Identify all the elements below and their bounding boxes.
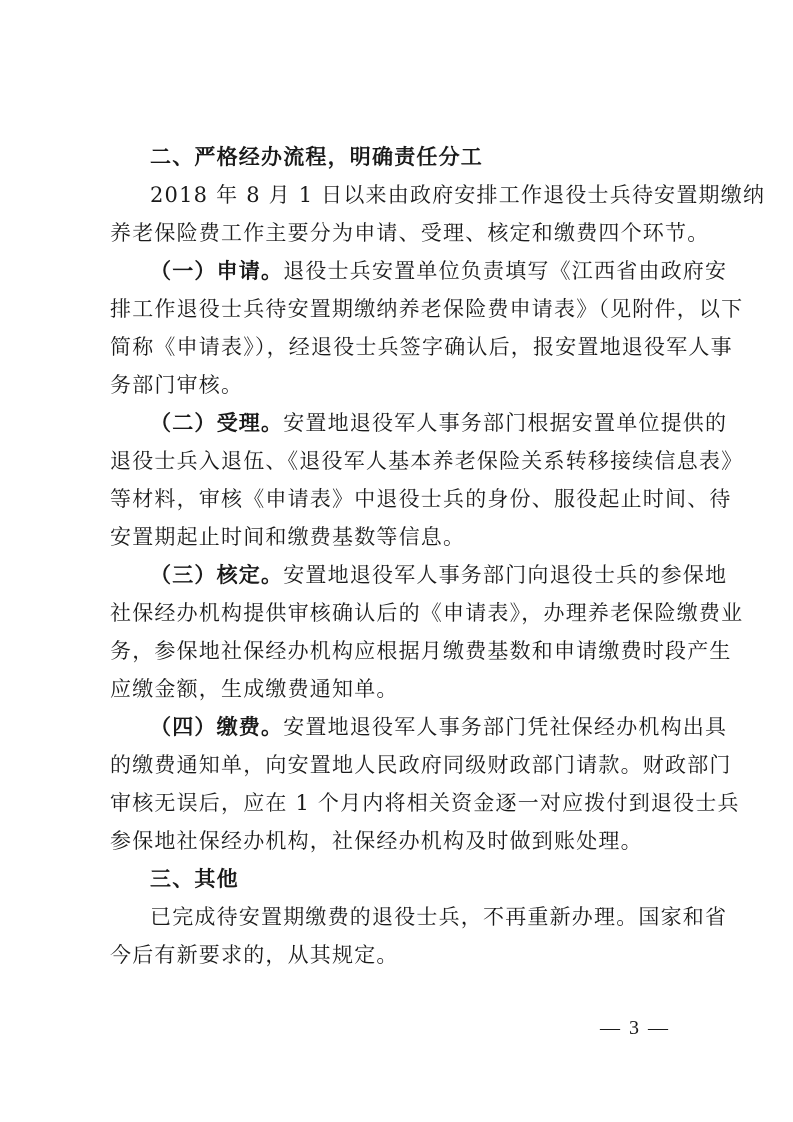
item-accept-text: 安置地退役军人事务部门根据安置单位提供的: [283, 411, 728, 435]
page-number: — 3 —: [600, 1017, 670, 1039]
item-accept-line-3: 等材料，审核《申请表》中退役士兵的身份、服役起止时间、待: [110, 487, 732, 511]
item-accept-title: （二）受理。: [150, 411, 284, 435]
section3-line-1: 已完成待安置期缴费的退役士兵，不再重新办理。国家和省: [150, 905, 728, 929]
item-payment-first-line: [110, 708, 728, 746]
item-payment-title: （四）缴费。: [150, 715, 284, 739]
item-payment-line-2: 的缴费通知单，向安置地人民政府同级财政部门请款。财政部门: [110, 753, 732, 777]
item-verify-line-4: 应缴金额，生成缴费通知单。: [110, 677, 399, 701]
item-verify-text: 安置地退役军人事务部门向退役士兵的参保地: [283, 563, 728, 587]
item-apply-line-3: 简称《申请表》），经退役士兵签字确认后，报安置地退役军人事: [110, 335, 733, 359]
section3-line-2: 今后有新要求的，从其规定。: [110, 943, 399, 967]
document-body: [110, 138, 766, 974]
item-apply-first-line: [110, 252, 728, 290]
item-verify-line-3: 务，参保地社保经办机构应根据月缴费基数和申请缴费时段产生: [110, 639, 732, 663]
item-verify-first-line: [110, 556, 728, 594]
item-payment-line-4: 参保地社保经办机构，社保经办机构及时做到账处理。: [110, 829, 643, 853]
item-apply-text: 退役士兵安置单位负责填写《江西省由政府安: [283, 259, 728, 283]
item-verify-title: （三）核定。: [150, 563, 284, 587]
item-apply-line-2: 排工作退役士兵待安置期缴纳养老保险费申请表》（见附件，以下: [110, 297, 744, 321]
item-apply-title: （一）申请。: [150, 259, 284, 283]
item-apply-line-4: 务部门审核。: [110, 373, 244, 397]
item-payment-line-3: 审核无误后，应在 1 个月内将相关资金逐一对应拨付到退役士兵: [110, 791, 740, 815]
item-accept-line-2: 退役士兵入退伍、《退役军人基本养老保险关系转移接续信息表》: [110, 449, 744, 473]
item-accept-line-4: 安置期起止时间和缴费基数等信息。: [110, 525, 466, 549]
section2-intro-line-1: 2018 年 8 月 1 日以来由政府安排工作退役士兵待安置期缴纳: [150, 183, 766, 207]
section2-heading: 二、严格经办流程，明确责任分工: [150, 145, 483, 169]
item-accept-first-line: [110, 404, 728, 442]
section3-heading: 三、其他: [150, 867, 239, 891]
item-payment-text: 安置地退役军人事务部门凭社保经办机构出具: [283, 715, 728, 739]
item-verify-line-2: 社保经办机构提供审核确认后的《申请表》，办理养老保险缴费业: [110, 601, 744, 625]
section2-intro-line-2: 养老保险费工作主要分为申请、受理、核定和缴费四个环节。: [110, 221, 710, 245]
